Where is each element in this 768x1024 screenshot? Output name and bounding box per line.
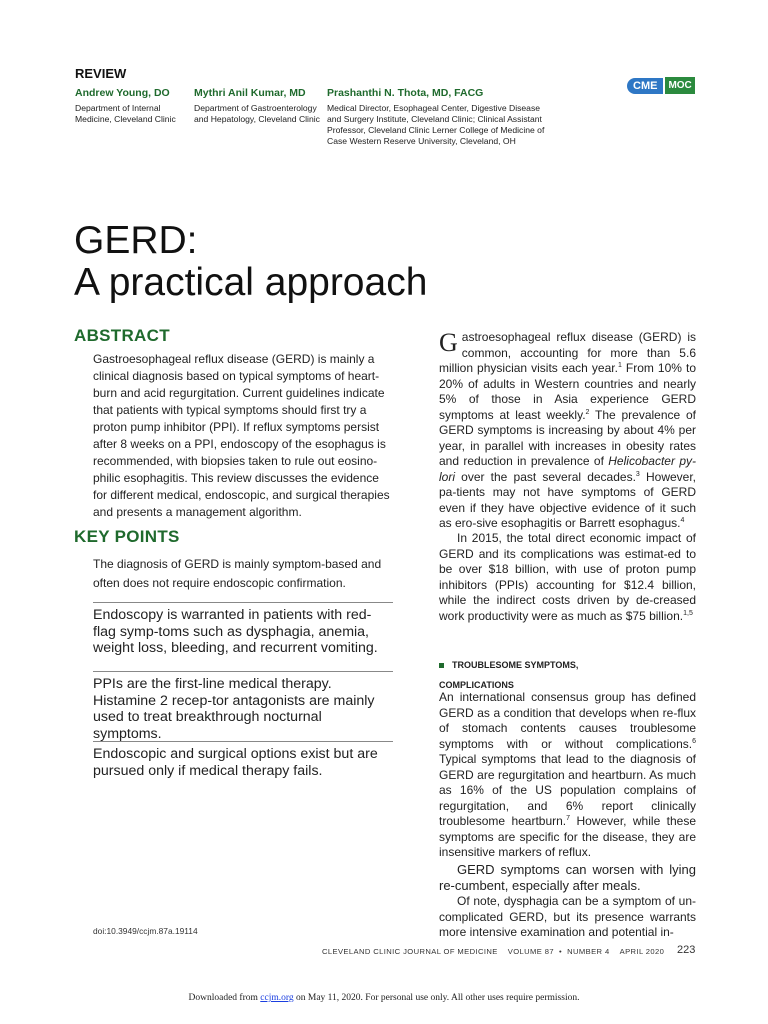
section-label: REVIEW [75,66,127,81]
author-name: Mythri Anil Kumar, MD [194,87,306,99]
ccjm-link[interactable]: ccjm.org [260,993,294,1003]
abstract-text: Gastroesophageal reflux disease (GERD) is mainly a clinical diagnosis based on typical symptoms of heart-burn and acid regurgitation. Current guidelines indicate that patients with typical symptoms should first try a proton pump inhibitor (PPI). If reflux symptoms persist after 8 weeks on a PPI, endoscopy of the esophagus is recommended, with biopsies taken to rule out eosino-philic esophagitis. This review discusses the evidence for different medical, endoscopic, and surgical therapies and presents a management algorithm. [93,352,390,519]
key-point-1: Endoscopy is warranted in patients with red-flag symp-toms such as dysphagia, anemia, weight loss, bleeding, and recurrent vomiting. [93,602,393,657]
doi: doi:10.3949/ccjm.87a.19114 [93,926,198,936]
cme-moc-badges[interactable] [627,77,695,94]
author-name: Prashanthi N. Thota, MD, FACG [327,87,484,99]
page-number: 223 [677,944,696,956]
article-title [74,220,427,304]
body-paragraph-3: An international consensus group has defined GERD as a condition that develops when re-flux of stomach contents causes troublesome symptoms with or without complications.$^6$ Typical symptoms that lead to the diagnosis of GERD are regurgitation and heartburn. As much as 16% of the US population complains of regurgitation, and 6% report clinically troublesome heartburn.$^7$ However, while these symptoms are specific for the disease, they are insensitive markers of reflux. [439,690,696,859]
section-heading: TROUBLESOME SYMPTOMS, COMPLICATIONS [439,660,579,690]
key-point-lead: The diagnosis of GERD is mainly symptom-based and often does not require endoscopic confirmation. [93,557,382,590]
author-3 [327,87,555,147]
title-line-1: GERD: [74,219,198,262]
author-1 [75,87,187,125]
cme-badge[interactable]: CME [627,78,663,94]
author-name: Andrew Young, DO [75,87,170,99]
body-paragraph-2: In 2015, the total direct economic impact of GERD and its complications was estimat-ed to be over $18 billion, with use of proton pump inhibitors (PPIs) accounting for $12.4 billion, while the indirect costs driven by de-creased work productivity were as much as $75 billion.$^{1,5}$ [439,531,696,623]
download-notice: Downloaded from ccjm.org on May 11, 2020. For personal use only. All other uses require permission. [188,993,580,1003]
key-point-3: Endoscopic and surgical options exist but are pursued only if medical therapy fails. [93,741,393,779]
drop-cap: G [439,328,458,357]
key-point-2: PPIs are the first-line medical therapy. Histamine 2 recep-tor antagonists are mainly used to treat breakthrough nocturnal symptoms. [93,671,393,742]
key-points-heading: KEY POINTS [74,527,180,546]
author-affiliation: Department of Gastroenterology and Hepatology, Cleveland Clinic [194,103,320,124]
body-paragraph-1: Gastroesophageal reflux disease (GERD) is common, accounting for more than 5.6 million physician visits each year.$^1$ From 10% to 20% of adults in Western countries and nearly 5% of those in Asia experience GERD symptoms at least weekly.$^2$ The prevalence of GERD symptoms is increasing by about 4% per year, in parallel with increases in obesity rates and reduction in prevalence of Helicobacter py-lori over the past several decades.$^3$ However, pa-tients may not have symptoms of GERD even if they have objective evidence of it such as ero-sive esophagitis or Barrett esophagus.$^4$ [439,328,697,530]
section-bullet-icon [439,663,444,668]
moc-badge[interactable]: MOC [665,77,694,94]
author-affiliation: Medical Director, Esophageal Center, Digestive Disease and Surgery Institute, Cleveland Clinic; Clinical Assistant Professor, Cleveland Clinic Lerner College of Medicine of Case Western Reserve University, Cleveland, OH [327,103,545,146]
body-paragraph-4: GERD symptoms can worsen with lying re-cumbent, especially after meals. [439,862,696,893]
abstract-heading: ABSTRACT [74,326,170,345]
journal-footer: CLEVELAND CLINIC JOURNAL OF MEDICINE VOLUME 87 • NUMBER 4 APRIL 2020 [322,947,665,956]
title-line-2: A practical approach [74,261,428,304]
body-paragraph-5: Of note, dysphagia can be a symptom of un-complicated GERD, but its presence warrants more intensive examination and potential in- [439,894,696,939]
author-affiliation: Department of Internal Medicine, Cleveland Clinic [75,103,176,124]
author-2 [194,87,322,125]
